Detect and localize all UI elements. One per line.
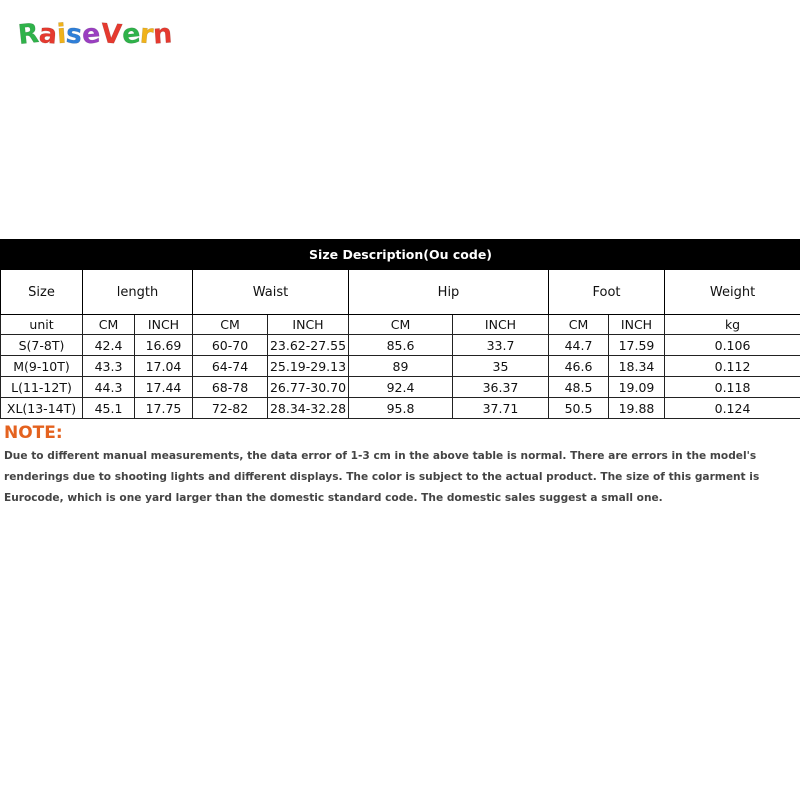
size-description-table [0, 239, 800, 419]
table-cell: 18.34 [609, 356, 665, 377]
table-unit-row [1, 315, 800, 335]
table-cell: 17.44 [135, 377, 193, 398]
header-foot: Foot [549, 270, 665, 315]
table-cell: 43.3 [83, 356, 135, 377]
logo-letter: e [81, 18, 103, 51]
header-waist: Waist [193, 270, 349, 315]
table-cell: 68-78 [193, 377, 268, 398]
table-cell: 48.5 [549, 377, 609, 398]
unit-cell: CM [83, 315, 135, 335]
table-cell: 17.04 [135, 356, 193, 377]
table-cell: 16.69 [135, 335, 193, 356]
table-cell: 23.62-27.55 [268, 335, 349, 356]
table-cell: 36.37 [453, 377, 549, 398]
header-size: Size [1, 270, 83, 315]
table-cell: 0.118 [665, 377, 800, 398]
table-cell: 42.4 [83, 335, 135, 356]
logo-letter: a [37, 18, 59, 51]
unit-cell: CM [349, 315, 453, 335]
table-row [1, 335, 800, 356]
size-cell: XL(13-14T) [1, 398, 83, 419]
logo-letter: R [16, 17, 41, 52]
table-cell: 37.71 [453, 398, 549, 419]
size-cell: S(7-8T) [1, 335, 83, 356]
brand-logo [16, 14, 174, 52]
unit-cell: INCH [268, 315, 349, 335]
unit-cell: CM [549, 315, 609, 335]
note-title: NOTE: [4, 423, 63, 443]
note-body: Due to different manual measurements, the data error of 1-3 cm in the above table is normal. There are errors in the model's renderings due to shooting lights and different displays. The color is subject to the actual product. The size of this garment is Eurocode, which is one yard larger than the domestic standard code. The domestic sales suggest a small one. [4, 450, 760, 504]
logo-letter: r [138, 18, 155, 51]
table-cell: 17.75 [135, 398, 193, 419]
table-cell: 60-70 [193, 335, 268, 356]
table-cell: 0.106 [665, 335, 800, 356]
unit-cell: kg [665, 315, 800, 335]
size-cell: M(9-10T) [1, 356, 83, 377]
table-cell: 72-82 [193, 398, 268, 419]
table-row [1, 377, 800, 398]
header-hip: Hip [349, 270, 549, 315]
table-title: Size Description(Ou code) [1, 240, 800, 270]
table-cell: 0.112 [665, 356, 800, 377]
table-cell: 35 [453, 356, 549, 377]
logo-letter: i [55, 18, 68, 51]
table-cell: 95.8 [349, 398, 453, 419]
unit-cell: CM [193, 315, 268, 335]
table-cell: 17.59 [609, 335, 665, 356]
table-cell: 46.6 [549, 356, 609, 377]
table-cell: 0.124 [665, 398, 800, 419]
unit-cell: unit [1, 315, 83, 335]
logo-letter: n [152, 18, 174, 51]
unit-cell: INCH [453, 315, 549, 335]
table-title-row [1, 240, 800, 270]
table-header-row [1, 270, 800, 315]
logo-letter: V [99, 18, 123, 51]
table-cell: 26.77-30.70 [268, 377, 349, 398]
logo-letter: s [64, 18, 84, 51]
table-row [1, 356, 800, 377]
logo-letter: e [120, 18, 142, 51]
table-cell: 33.7 [453, 335, 549, 356]
unit-cell: INCH [135, 315, 193, 335]
table-cell: 44.3 [83, 377, 135, 398]
table-cell: 64-74 [193, 356, 268, 377]
table-cell: 19.09 [609, 377, 665, 398]
table-cell: 92.4 [349, 377, 453, 398]
header-weight: Weight [665, 270, 800, 315]
table-cell: 89 [349, 356, 453, 377]
table-cell: 28.34-32.28 [268, 398, 349, 419]
unit-cell: INCH [609, 315, 665, 335]
table-cell: 85.6 [349, 335, 453, 356]
table-cell: 45.1 [83, 398, 135, 419]
table-cell: 19.88 [609, 398, 665, 419]
table-cell: 25.19-29.13 [268, 356, 349, 377]
size-cell: L(11-12T) [1, 377, 83, 398]
table-cell: 50.5 [549, 398, 609, 419]
header-length: length [83, 270, 193, 315]
table-row [1, 398, 800, 419]
table-cell: 44.7 [549, 335, 609, 356]
